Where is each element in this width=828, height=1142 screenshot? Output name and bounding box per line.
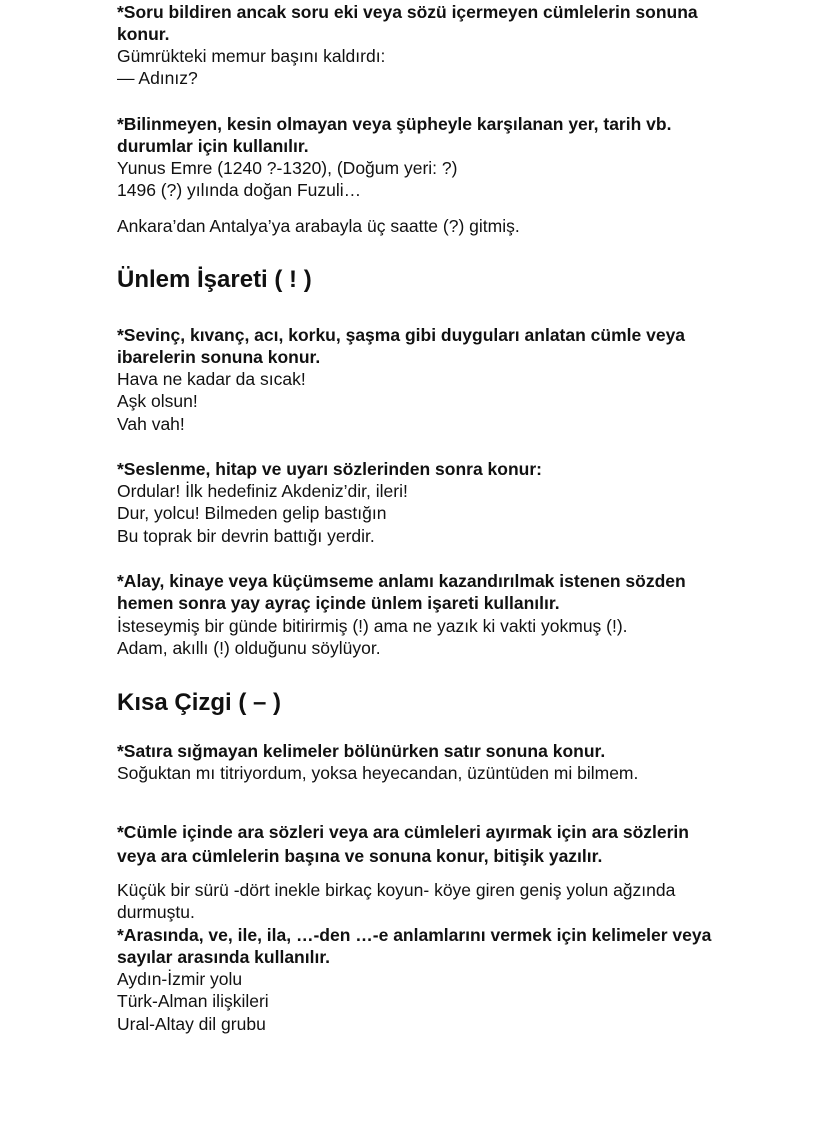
rule-line: *Satıra sığmayan kelimeler bölünürken satır sonuna konur. [117, 741, 606, 761]
section-heading: Ünlem İşareti ( ! ) [117, 266, 312, 293]
examples-dash-3 [117, 968, 797, 1035]
rule-line: sayılar arasında kullanılır. [117, 947, 331, 968]
rule-line: durumlar için kullanılır. [117, 136, 309, 157]
example-line: — Adınız? [117, 68, 198, 89]
example-line: Aşk olsun! [117, 391, 198, 412]
example-dash-2 [117, 879, 797, 924]
example-line: Ural-Altay dil grubu [117, 1013, 266, 1034]
rule-line: *Cümle içinde ara sözleri veya ara cümleleri ayırmak için ara sözlerin [117, 822, 689, 842]
rule-exclamation-1 [117, 324, 797, 369]
example-line: Ankara’dan Antalya’ya arabayla üç saatte (?) gitmiş. [117, 216, 520, 236]
rule-line: ibarelerin sonuna konur. [117, 347, 321, 368]
rule-line: *Bilinmeyen, kesin olmayan veya şüpheyle karşılanan yer, tarih vb. [117, 114, 672, 134]
example-line: Ordular! İlk hedefiniz Akdeniz’dir, ileri! [117, 481, 408, 501]
section-heading-dash [117, 688, 797, 718]
example-line: İsteseymiş bir günde bitirirmiş (!) ama ne yazık ki vakti yokmuş (!). [117, 616, 628, 636]
rule-line: *Sevinç, kıvanç, acı, korku, şaşma gibi duyguları anlatan cümle veya [117, 325, 686, 345]
example-line: Yunus Emre (1240 ?-1320), (Doğum yeri: ?) [117, 158, 458, 178]
section-heading-exclamation [117, 265, 797, 295]
rule-line: *Seslenme, hitap ve uyarı sözlerinden sonra konur: [117, 459, 542, 479]
examples-question-1 [117, 45, 797, 90]
example-line: Vah vah! [117, 413, 185, 434]
rule-question-1 [117, 1, 797, 46]
rule-line: veya ara cümlelerin başına ve sonuna konur, bitişik yazılır. [117, 846, 603, 866]
example-line: durmuştu. [117, 902, 195, 923]
example-line: Gümrükteki memur başını kaldırdı: [117, 46, 386, 66]
rule-line: hemen sonra yay ayraç içinde ünlem işareti kullanılır. [117, 593, 560, 614]
rule-line: *Soru bildiren ancak soru eki veya sözü içermeyen cümlelerin sonuna [117, 2, 698, 22]
example-line: Bu toprak bir devrin battığı yerdir. [117, 525, 375, 546]
rule-exclamation-2 [117, 458, 797, 480]
example-line: Türk-Alman ilişkileri [117, 991, 269, 1012]
examples-exclamation-3 [117, 615, 797, 660]
rule-dash-3 [117, 924, 797, 969]
example-line: 1496 (?) yılında doğan Fuzuli… [117, 180, 362, 201]
section-heading: Kısa Çizgi ( – ) [117, 689, 282, 716]
example-line: Aydın-İzmir yolu [117, 969, 243, 989]
rule-dash-1 [117, 740, 797, 762]
rule-question-2 [117, 113, 797, 158]
example-line: Adam, akıllı (!) olduğunu söylüyor. [117, 638, 381, 659]
rule-line: *Alay, kinaye veya küçümseme anlamı kazandırılmak istenen sözden [117, 571, 686, 591]
rule-dash-2 [117, 820, 797, 868]
examples-exclamation-2 [117, 480, 797, 547]
example-line: Küçük bir sürü -dört inekle birkaç koyun- köye giren geniş yolun ağzında [117, 880, 676, 900]
example-dash-1 [117, 762, 797, 784]
example-line: Soğuktan mı titriyordum, yoksa heyecandan, üzüntüden mi bilmem. [117, 763, 639, 783]
rule-line: konur. [117, 24, 170, 45]
examples-question-2 [117, 157, 797, 202]
examples-exclamation-1 [117, 368, 797, 435]
example-line: Dur, yolcu! Bilmeden gelip bastığın [117, 503, 387, 524]
example-line: Hava ne kadar da sıcak! [117, 369, 306, 389]
example-question-3 [117, 215, 797, 237]
rule-exclamation-3 [117, 570, 797, 615]
rule-line: *Arasında, ve, ile, ila, …-den …-e anlamlarını vermek için kelimeler veya [117, 925, 712, 945]
